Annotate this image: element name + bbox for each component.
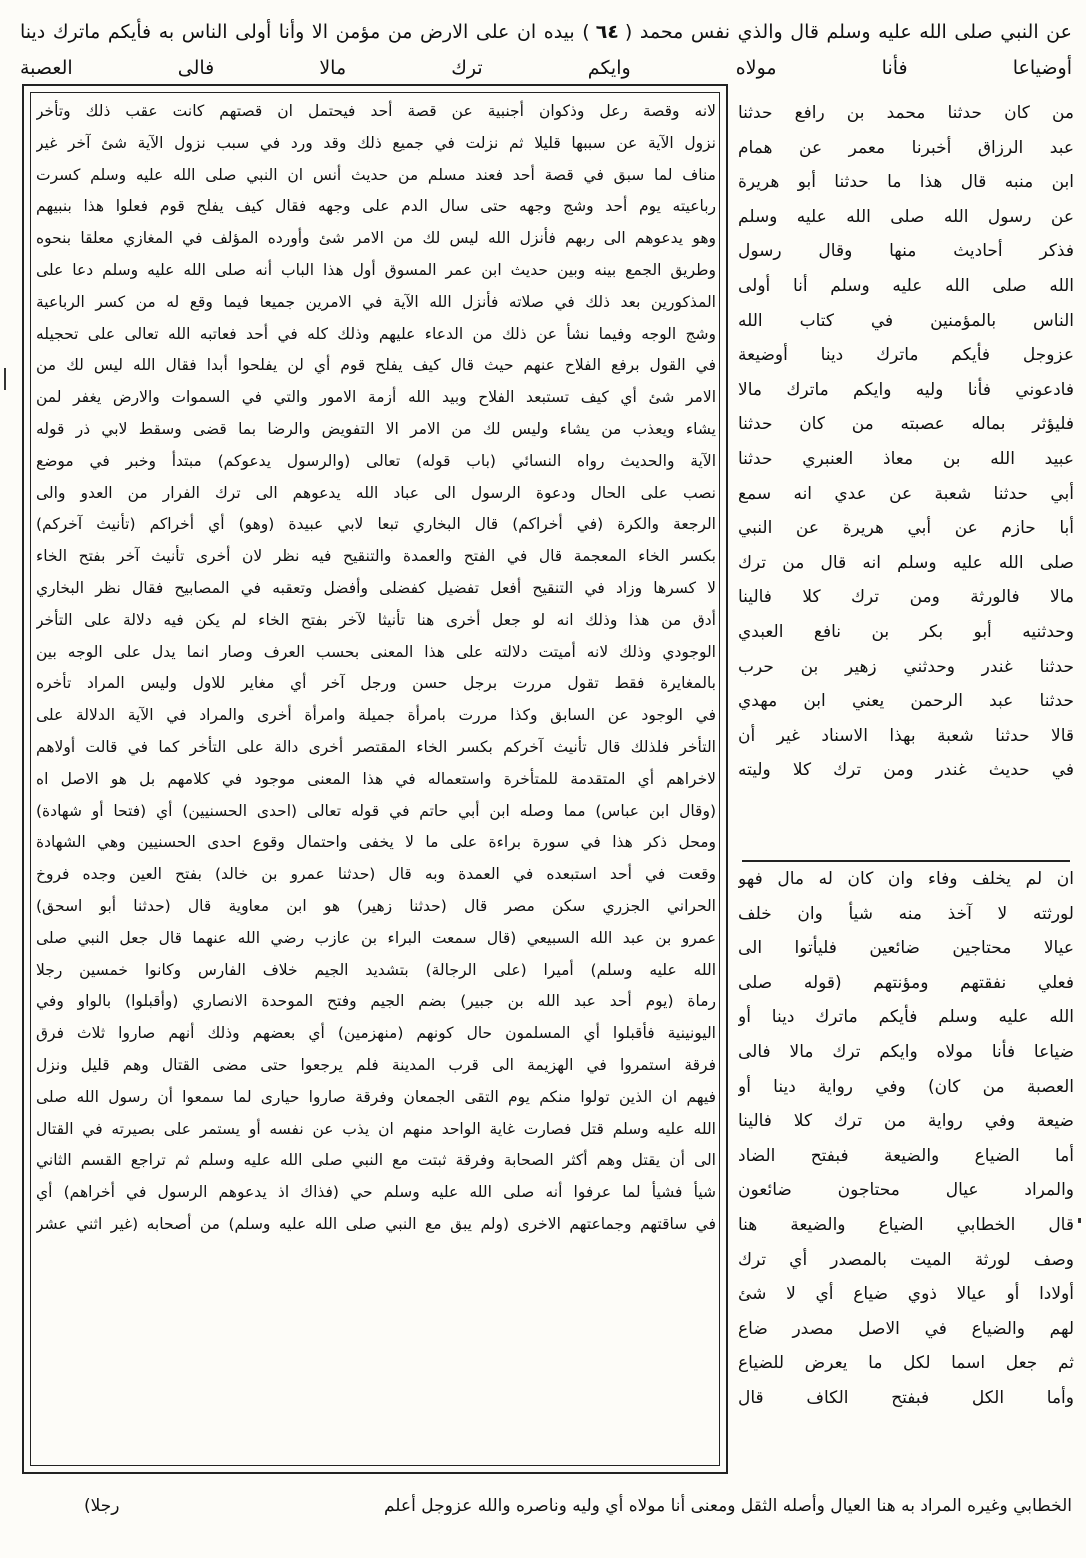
hadith-line: في حديث غندر ومن ترك كلا وليته [738, 760, 1074, 781]
hadith-line: فادعوني فأنا وليه وايكم ماترك مالا [738, 379, 1074, 400]
commentary-line: الحراني الجزري سكن مصر قال (حدثنا زهير) هو ابن معاوية قال (حدثنا أبو اسحق) [36, 896, 716, 915]
margin-mark [4, 368, 6, 390]
commentary-line: وهو يدعوهم الى ربهم فأنزل الله ليس لك من الامر شئ وأورده المؤلف في المغازي معلقا بنحوه [36, 229, 716, 248]
side-commentary-line: قال الخطابي الضياع والضيعة هنا [738, 1214, 1074, 1235]
hadith-line: عبد الرزاق أخبرنا معمر عن همام [738, 137, 1074, 158]
hadith-line: عزوجل فأيكم ماترك دينا أوضيعة [738, 345, 1074, 366]
side-commentary-line: الله عليه وسلم فأيكم ماترك دينا أو [738, 1007, 1074, 1028]
side-commentary-line: العصبة من كان) وفي رواية دينا أو [738, 1076, 1074, 1097]
commentary-line: لا كسرها وزاد في التنقيح أفعل تفضيل كفضلى وأفضل وتعقبه في المصابيح فقال نظر البخاري [36, 578, 716, 597]
commentary-line: فرقة استمروا في الهزيمة الى قرب المدينة فلم يرجعوا حتى مضى القتال وهم قليل ونزل [36, 1055, 716, 1074]
page-number: ٦٤ [595, 21, 619, 43]
hadith-line: عن رسول الله صلى الله عليه وسلم [738, 206, 1074, 227]
side-commentary-line: ثم جعل اسما لكل ما يعرض للضياع [738, 1353, 1074, 1374]
nawawi-commentary-column [738, 862, 1074, 1466]
header-text-before: عن النبي صلى الله عليه وسلم قال والذي نفس محمد ( [624, 21, 1072, 43]
catchword: رجلا) [84, 1496, 120, 1516]
hadith-line: الله صلى الله عليه وسلم أنا أولى [738, 275, 1074, 296]
margin-mark-small [1078, 1218, 1081, 1223]
hadith-line: فليؤثر بماله عصبته من كان حدثنا [738, 414, 1074, 435]
commentary-line: بالمغايرة فقط تقول مررت برجل حسن ورجل آخر أي مغاير للاول وليس المراد تأخره [36, 674, 716, 693]
footer-text: الخطابي وغيره المراد به هنا العيال وأصله الثقل ومعنى أنا مولاه أي وليه وناصره والله عزوجل أعلم [383, 1496, 1072, 1516]
header-text-after: ) بيده ان على الارض من مؤمن الا وأنا أولى الناس به فأيكم ماترك دينا أوضياعا [20, 21, 1072, 79]
hadith-line: حدثنا عبد الرحمن يعني ابن مهدي [738, 691, 1074, 712]
commentary-line: في الوجود عن السابق وكذا مررت بامرأة جميلة وامرأة أخرى والمراد في الآية الدلالة على [36, 706, 716, 725]
side-commentary-line: لهم والضياع في الاصل مصدر ضاع [738, 1318, 1074, 1339]
commentary-line: اليونينية فأقبلوا أي المسلمون حال كونهم (منهزمين) أي بعضهم وذلك أنهم صاروا ثلاث فرق [36, 1024, 716, 1043]
side-commentary-line: لورثته لا آخذ منه شيأ وان خلف [738, 903, 1074, 924]
commentary-line: الى أن يقتل وهم أكثر الصحابة وفرقة ثبتت مع النبي صلى الله عليه وسلم ثم تراجع القسم الثاني [36, 1151, 716, 1170]
commentary-line: (وقال ابن عباس) مما وصله ابن أبي حاتم في قوله تعالى (احدى الحسنيين) أي (فتحا أو شهادة) [36, 801, 716, 820]
commentary-line: لانه وقصة رعل وذكوان أجنبية عن قصة أحد فيحتمل ان قصتهم كانت عقب ذلك وتأخر [36, 102, 716, 120]
hadith-line: ابن منبه قال هذا ما حدثنا أبو هريرة [738, 172, 1074, 193]
side-commentary-line: ضياعا فأنا مولاه وايكم ترك مالا فالى [738, 1041, 1074, 1062]
side-commentary-line: ان لم يخلف وفاء وان كان له مال فهو [738, 869, 1074, 889]
hadith-line: صلى الله عليه وسلم انه قال من ترك [738, 552, 1074, 573]
hadith-line: الناس بالمؤمنين في كتاب الله [738, 310, 1074, 331]
commentary-line: عمرو بن عبد الله السبيعي (قال سمعت البراء بن عازب رضي الله عنهما قال جعل النبي صلى [36, 928, 716, 947]
hadith-header [20, 14, 1072, 88]
side-commentary-line: وأما الكل فبفتح الكاف قال [738, 1387, 1074, 1408]
commentary-line: وطريق الجمع بينه وبين حديث ابن عمر المسوق أول هذا الباب أنه صلى الله عليه وسلم دعا على [36, 260, 716, 279]
commentary-line: مناف لما سبق في قصة أحد فعند مسلم من حديث أنس ان النبي صلى الله عليه وسلم كسرت [36, 165, 716, 184]
hadith-line: أبا حازم عن أبي هريرة عن النبي [738, 518, 1074, 539]
commentary-line: نزول الآية عن سببها قليلا ثم نزلت في جميع ذلك وقد ورد في سبب نزول الآية شئ آخر غير [36, 133, 716, 152]
commentary-line: في القول برفع الفلاح عنهم حيث قال كيف يفلح قوم أي لن يفلحوا أبدا فقال الله ليس لك من [36, 356, 716, 375]
commentary-line: الرجعة والكرة (في أخراكم) قال البخاري تبعا لابي عبيدة (وهو) أي أخراكم (تأنيث آخركم) [36, 515, 716, 534]
commentary-line: الامر شئ أي كيف تستبعد الفلاح وبيد الله أزمة الامور والتي في السموات والارض يغفر لمن [36, 388, 716, 407]
side-commentary-line: عيالا محتاجين ضائعين فليأتوا الى [738, 938, 1074, 959]
commentary-line: الله عليه وسلم) أميرا (على الرجالة) بتشديد الجيم خلاف الفارس وكانوا خمسين رجلا [36, 960, 716, 979]
hadith-line: مالا فالورثة ومن ترك كلا فالينا [738, 587, 1074, 608]
commentary-line: الوجودي وذلك لانه أميتت دلالته على هذا المعنى بحسب العرف وصار انما يدل على الوجه بين [36, 642, 716, 661]
commentary-line: المذكورين بعد ذلك في صلاته فأنزل الله الآية في الامرين جميعا فيما وقع له من كسر الرباعية [36, 292, 716, 311]
commentary-line: شيأ فشيأ لما عرفوا أنه صلى الله عليه وسلم حي (فذاك اذ يدعوهم الرسول في أخراهم) أي [36, 1183, 716, 1202]
hadith-line: عبيد الله بن معاذ العنبري حدثنا [738, 448, 1074, 469]
commentary-line: التأخر فلذلك قال تأنيث آخركم بكسر الخاء المقتصر أخرى دالة على التأخر كما في قالت أولاهم [36, 737, 716, 756]
side-commentary-line: أما الضياع والضيعة فبفتح الضاد [738, 1145, 1074, 1166]
hadith-line: قالا حدثنا شعبة بهذا الاسناد غير أن [738, 725, 1074, 746]
commentary-line: رماة (يوم أحد عبد الله بن جبير) بضم الجيم وفتح الموحدة الانصاري (وأقبلوا) بالواو وفي [36, 992, 716, 1011]
hadith-line: أبي حدثنا شعبة عن عدي انه سمع [738, 483, 1074, 504]
header-line-2: فأنا مولاه وايكم ترك مالا فالى العصبة [20, 57, 908, 79]
page-footer [36, 1486, 1072, 1526]
commentary-line: الآية والحديث رواه النسائي (باب قوله) تعالى (والرسول يدعوكم) مبتدأ وخبر في موضع [36, 451, 716, 470]
side-commentary-line: والمراد عيال محتاجون ضائعون [738, 1180, 1074, 1201]
hadith-line: حدثنا غندر وحدثني زهير بن حرب [738, 656, 1074, 677]
commentary-line: لاخراهم أي المتقدمة للمتأخرة واستعماله في هذا المعنى موجود في كلامهم بل هو الاصل اه [36, 769, 716, 788]
commentary-line: وشج الوجه وفيما نشأ عن ذلك من الدعاء عليهم وذلك كله في أحد فعاتبه الله تعالى على تحجيله [36, 324, 716, 343]
commentary-line: أدق من هذا وذلك انه لو جعل أخرى هنا تأنيثا لآخر بفتح الخاء لم يكن فيه دلالة على التأخر [36, 610, 716, 629]
commentary-text [36, 96, 716, 1464]
commentary-line: بكسر الخاء المعجمة قال في الفتح والعمدة والتنقيح فيه نظر لان أخرى تأنيث آخر بفتح الخاء [36, 547, 716, 566]
commentary-line: وقعت في أحد استبعده في العمدة وبه قال (حدثنا عمرو بن خالد) بفتح العين وجده فروخ [36, 865, 716, 884]
commentary-line: فيهم ان الذين تولوا منكم يوم التقى الجمعان وفرقة صاروا حيارى لما سمعوا أن رسول الله صلى [36, 1087, 716, 1106]
side-commentary-line: ضيعة وفي رواية من ترك كلا فالينا [738, 1111, 1074, 1132]
commentary-line: الله عليه وسلم قتل فصارت غاية الواحد منهم ان يذب عن نفسه أو يستمر على بصيرته في القتال [36, 1119, 716, 1138]
commentary-line: في ساقتهم وجماعتهم الاخرى (ولم يبق مع النبي صلى الله عليه وسلم) من أصحابه (غير اثني عشر [36, 1214, 716, 1233]
commentary-line: رباعيته يوم أحد وشج وجهه حتى سال الدم على وجهه فقال كيف يفلح قوم فعلوا هذا بنبيهم [36, 197, 716, 216]
side-commentary-line: أولادا أو عيالا ذوي ضياع أي لا شئ [738, 1284, 1074, 1305]
commentary-line: نصب على الحال ودعوة الرسول الى عباد الله يدعوهم الى ترك الفرار من العدو والى [36, 483, 716, 502]
commentary-line: ومحل ذكر هذا في سورة براءة على ما لا يخفى واحتمال وقوع احدى الحسنيين وهي الشهادة [36, 833, 716, 852]
hadith-line: وحدثنيه أبو بكر بن نافع العبدي [738, 621, 1074, 642]
commentary-line: يشاء ويعذب من يشاء وليس لك من الامر الا التفويض والرضا بما قضى وسقط لابي ذر قوله [36, 419, 716, 438]
hadith-line: من كان حدثنا محمد بن رافع حدثنا [738, 103, 1074, 123]
hadith-text-column [738, 96, 1074, 860]
side-commentary-line: فعلي نفقتهم ومؤنتهم (قوله صلى [738, 972, 1074, 993]
hadith-line: فذكر أحاديث منها وقال رسول [738, 241, 1074, 262]
side-commentary-line: وصف لورثة الميت بالمصدر أي ترك [738, 1249, 1074, 1270]
